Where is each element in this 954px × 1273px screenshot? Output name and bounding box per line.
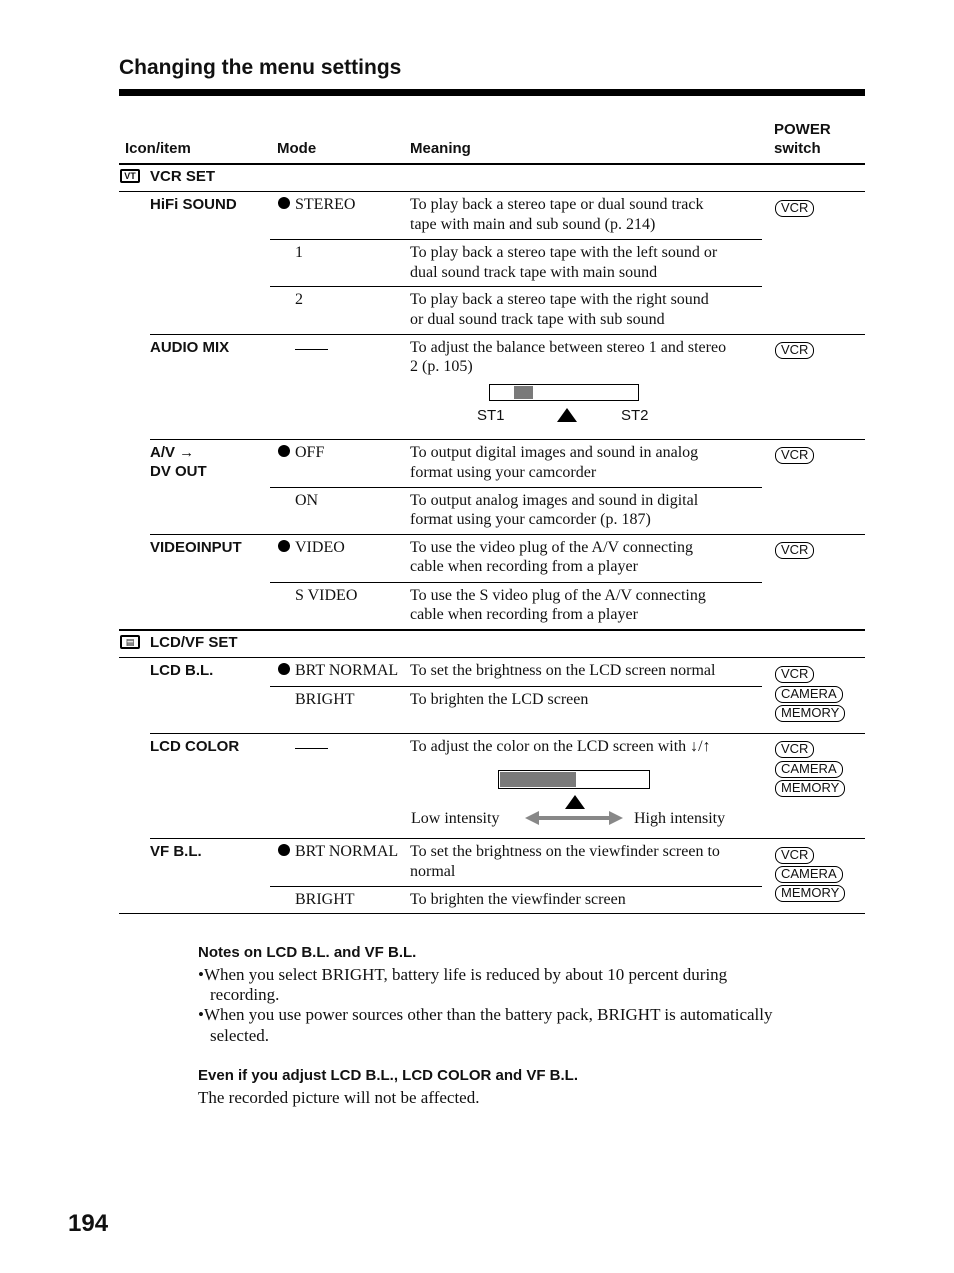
row-rule (270, 582, 762, 583)
power-camera: CAMERA (775, 865, 843, 883)
power-vcr: VCR (775, 846, 814, 864)
mode-bright: BRIGHT (295, 691, 355, 708)
row-rule (270, 487, 762, 488)
section-lcd-vf-set: LCD/VF SET (150, 634, 238, 651)
item-av-dv-out-line1: A/V → (150, 444, 195, 461)
lcd-vf-set-icon: ▤ (120, 635, 140, 649)
meaning-stereo-line2: tape with main and sub sound (p. 214) (410, 216, 656, 233)
center-pointer-icon (557, 408, 577, 422)
adjust-note-title: Even if you adjust LCD B.L., LCD COLOR and VF B.L. (198, 1067, 579, 1084)
mode-on: ON (295, 492, 319, 509)
row-rule (270, 886, 762, 887)
meaning-stereo-line1: To play back a stereo tape or dual sound track (410, 196, 704, 213)
note-bullet-2-line2: selected. (210, 1026, 269, 1045)
power-vcr: VCR (775, 446, 814, 464)
mode-2: 2 (295, 291, 303, 308)
section-rule (119, 629, 865, 631)
meaning-video-line1: To use the video plug of the A/V connecting (410, 539, 693, 556)
power-vcr: VCR (775, 740, 814, 758)
meaning-2-line2: or dual sound track tape with sub sound (410, 311, 665, 328)
meaning-lcd-bright: To brighten the LCD screen (410, 691, 589, 708)
no-mode-dash (295, 349, 328, 350)
meaning-on-line2: format using your camcorder (p. 187) (410, 511, 651, 528)
meaning-video-line2: cable when recording from a player (410, 558, 638, 575)
item-hifi-sound: HiFi SOUND (150, 196, 237, 213)
row-rule (270, 239, 762, 240)
vcr-set-icon: VT (120, 169, 140, 183)
power-camera: CAMERA (775, 760, 843, 778)
mode-off: OFF (278, 443, 324, 463)
item-rule (150, 733, 865, 734)
mode-brt-normal: BRT NORMAL (278, 661, 398, 681)
meaning-lcd-color: To adjust the color on the LCD screen with ↓/↑ (410, 738, 711, 755)
meaning-audio-mix-line2: 2 (p. 105) (410, 358, 473, 375)
item-rule (150, 534, 865, 535)
section-rule (119, 657, 865, 658)
meaning-lcd-brt-normal: To set the brightness on the LCD screen normal (410, 662, 716, 679)
default-marker-icon (278, 663, 290, 675)
row-rule (270, 686, 762, 687)
section-vcr-set: VCR SET (150, 168, 216, 185)
header-rule (119, 163, 865, 165)
item-rule (150, 439, 865, 440)
balance-bar-fill (514, 386, 533, 399)
mode-bright: BRIGHT (295, 891, 355, 908)
note-bullet-1-line2: recording. (210, 985, 280, 1004)
meaning-1-line1: To play back a stereo tape with the left sound or (410, 244, 718, 261)
default-marker-icon (278, 445, 290, 457)
note-bullet-2-line1: •When you use power sources other than the battery pack, BRIGHT is automatically (198, 1005, 773, 1024)
intensity-range-arrow-icon (525, 810, 623, 826)
power-vcr: VCR (775, 199, 814, 217)
power-vcr: VCR (775, 665, 814, 683)
power-memory: MEMORY (775, 704, 845, 722)
meaning-audio-mix-line1: To adjust the balance between stereo 1 and stereo (410, 339, 727, 356)
default-marker-icon (278, 844, 290, 856)
item-rule (150, 334, 865, 335)
page-title: Changing the menu settings (119, 56, 402, 79)
header-power-line1: POWER (774, 121, 831, 138)
meaning-s-video-line2: cable when recording from a player (410, 606, 638, 623)
color-bar (498, 770, 650, 789)
mode-s-video: S VIDEO (295, 587, 358, 604)
power-vcr: VCR (775, 541, 814, 559)
title-rule (119, 89, 865, 96)
meaning-s-video-line1: To use the S video plug of the A/V connecting (410, 587, 706, 604)
meaning-off-line2: format using your camcorder (410, 464, 597, 481)
power-camera: CAMERA (775, 685, 843, 703)
mode-stereo: STEREO (278, 195, 355, 215)
default-marker-icon (278, 197, 290, 209)
default-marker-icon (278, 540, 290, 552)
header-meaning: Meaning (410, 140, 471, 157)
meaning-vf-brt-normal-line1: To set the brightness on the viewfinder screen to (410, 843, 720, 860)
label-low-intensity: Low intensity (411, 810, 500, 827)
page-number: 194 (68, 1210, 109, 1237)
item-rule (150, 838, 865, 839)
item-videoinput: VIDEOINPUT (150, 539, 242, 556)
mode-brt-normal: BRT NORMAL (278, 842, 398, 862)
item-vf-bl: VF B.L. (150, 843, 202, 860)
meaning-on-line1: To output analog images and sound in digital (410, 492, 699, 509)
item-audio-mix: AUDIO MIX (150, 339, 230, 356)
notes-title: Notes on LCD B.L. and VF B.L. (198, 944, 417, 961)
item-av-dv-out-line2: DV OUT (150, 463, 207, 480)
meaning-2-line1: To play back a stereo tape with the right sound (410, 291, 709, 308)
no-mode-dash (295, 748, 328, 749)
header-mode: Mode (277, 140, 317, 157)
mode-1: 1 (295, 244, 303, 261)
color-bar-fill (500, 772, 576, 787)
power-vcr: VCR (775, 341, 814, 359)
header-power-line2: switch (774, 140, 821, 157)
adjust-note-text: The recorded picture will not be affected. (198, 1088, 480, 1107)
center-pointer-icon (565, 795, 585, 809)
balance-bar (489, 384, 639, 401)
label-high-intensity: High intensity (634, 810, 726, 827)
meaning-off-line1: To output digital images and sound in analog (410, 444, 699, 461)
label-st2: ST2 (621, 407, 649, 424)
section-rule (119, 191, 865, 192)
meaning-vf-brt-normal-line2: normal (410, 863, 456, 880)
item-lcd-bl: LCD B.L. (150, 662, 214, 679)
mode-video: VIDEO (278, 538, 345, 558)
meaning-1-line2: dual sound track tape with main sound (410, 264, 658, 281)
row-rule (270, 286, 762, 287)
label-st1: ST1 (477, 407, 505, 424)
power-memory: MEMORY (775, 779, 845, 797)
meaning-vf-bright: To brighten the viewfinder screen (410, 891, 626, 908)
power-memory: MEMORY (775, 884, 845, 902)
table-bottom-rule (119, 913, 865, 914)
header-item: Icon/item (125, 140, 191, 157)
item-lcd-color: LCD COLOR (150, 738, 240, 755)
note-bullet-1-line1: •When you select BRIGHT, battery life is reduced by about 10 percent during (198, 965, 728, 984)
